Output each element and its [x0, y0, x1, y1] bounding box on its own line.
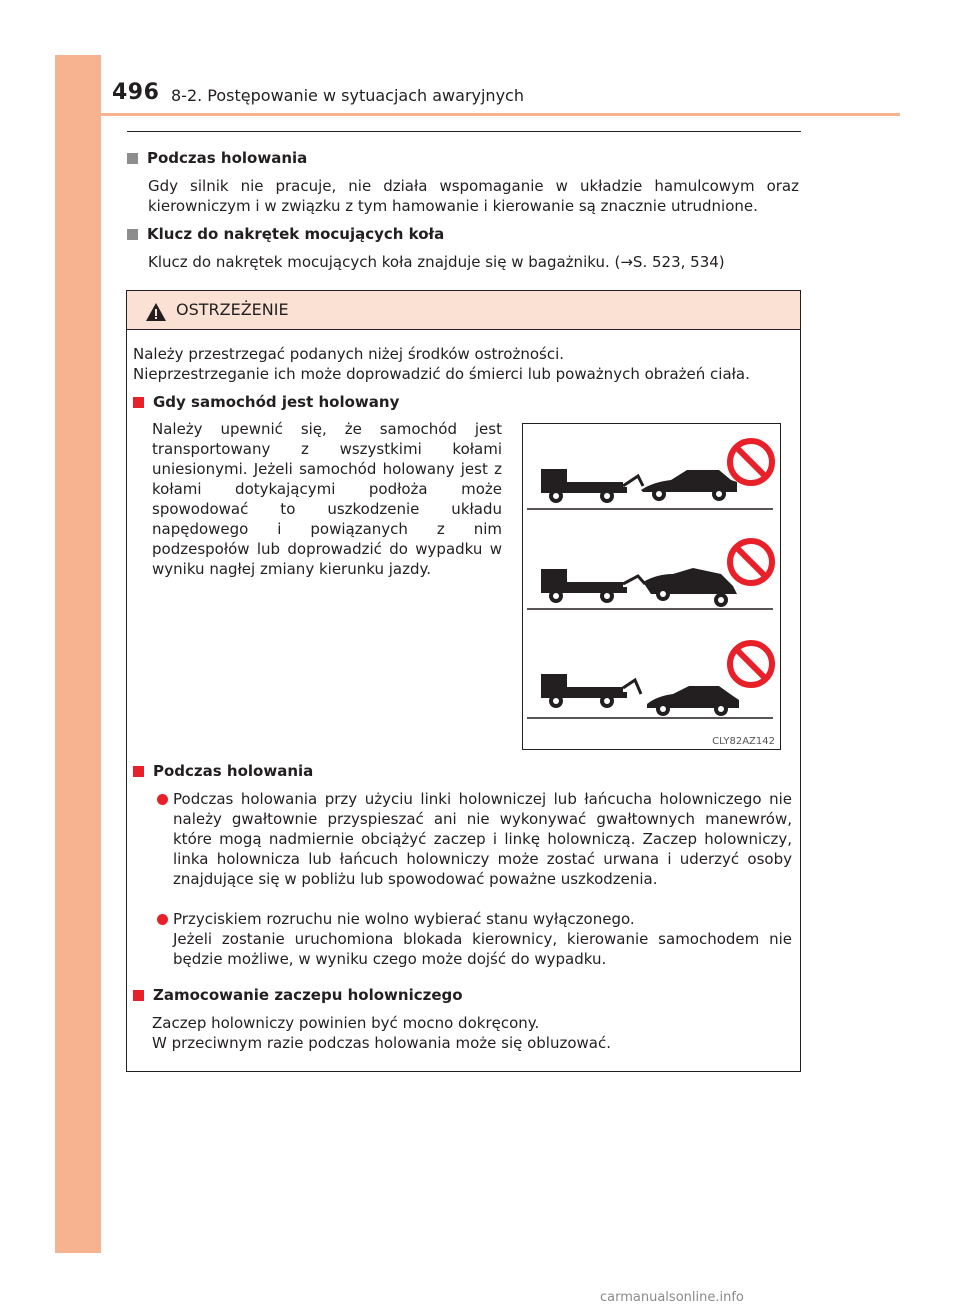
towing-illustration [522, 423, 781, 750]
tow-scene-3 [527, 643, 773, 718]
divider [127, 131, 801, 132]
square-bullet-icon [127, 229, 138, 240]
warning-intro: Należy przestrzegać podanych niżej środków ostrożności. Nieprzestrzeganie ich może doprowadzić do śmierci lub poważnych obrażeń ciała. [133, 345, 750, 383]
warning-triangle-icon [145, 302, 167, 322]
section-heading-towing: Podczas holowania [127, 149, 307, 167]
figure-code: CLY82AZ142 [712, 736, 775, 747]
side-tab-bar [55, 55, 101, 1253]
warning-heading-towed: Gdy samochód jest holowany [133, 392, 399, 412]
header-band [101, 55, 900, 115]
square-bullet-icon [133, 397, 144, 408]
warning-header [127, 291, 800, 330]
red-dot-icon [157, 914, 168, 925]
page-number: 496 [112, 80, 160, 105]
warning-bullet-2: Przyciskiem rozruchu nie wolno wybierać stanu wyłączonego. Jeżeli zostanie uruchomiona blokada kierownicy, kierowanie samochodem nie będzie możliwe, w wyniku czego może dojść do wypadku. [152, 909, 792, 969]
warning-text-hook: Zaczep holowniczy powinien być mocno dokręcony. W przeciwnym razie podczas holowania może się obluzować. [152, 1014, 612, 1052]
square-bullet-icon [127, 153, 138, 164]
warning-heading-towing: Podczas holowania [133, 761, 313, 781]
warning-bullet-1: Podczas holowania przy użyciu linki holowniczej lub łańcucha holowniczego nie należy gwałtownie przyspieszać ani nie wykonywać gwałtownych manewrów, które mogą nadmiernie obciążyć zaczep i linkę holowniczą. Zaczep holowniczy, linka holownicza lub łańcuch holowniczy może zostać urwana i uderzyć osoby znajdujące się w pobliżu lub spowodować poważne uszkodzenia. [152, 789, 792, 889]
red-dot-icon [157, 794, 168, 805]
watermark: carmanualsonline.info [600, 1290, 744, 1305]
tow-truck-figure [523, 424, 780, 749]
warning-title: OSTRZEŻENIE [176, 300, 289, 319]
section-text-towing: Gdy silnik nie pracuje, nie działa wspomaganie w układzie hamulcowym oraz kierowniczym i w związku z tym hamowanie i kierowanie są znacznie utrudnione. [148, 177, 799, 215]
warning-box [126, 290, 801, 1072]
header-rule [101, 113, 900, 116]
square-bullet-icon [133, 766, 144, 777]
tow-scene-2 [527, 541, 773, 609]
tow-scene-1 [527, 441, 773, 509]
section-text-wrench: Klucz do nakrętek mocujących koła znajduje się w bagażniku. (→S. 523, 534) [148, 253, 725, 271]
section-title: 8-2. Postępowanie w sytuacjach awaryjnych [171, 86, 524, 105]
section-heading-wrench: Klucz do nakrętek mocujących koła [127, 225, 444, 243]
square-bullet-icon [133, 990, 144, 1001]
warning-text-towed: Należy upewnić się, że samochód jest transportowany z wszystkimi kołami uniesionymi. Jeżeli samochód holowany jest z kołami dotykającymi podłoża może spowodować to uszkodzenie układu napędowego i powiązanych z nim podzespołów lub doprowadzić do wypadku w wyniku nagłej zmiany kierunku jazdy. [152, 420, 502, 578]
warning-heading-hook: Zamocowanie zaczepu holowniczego [133, 985, 463, 1005]
